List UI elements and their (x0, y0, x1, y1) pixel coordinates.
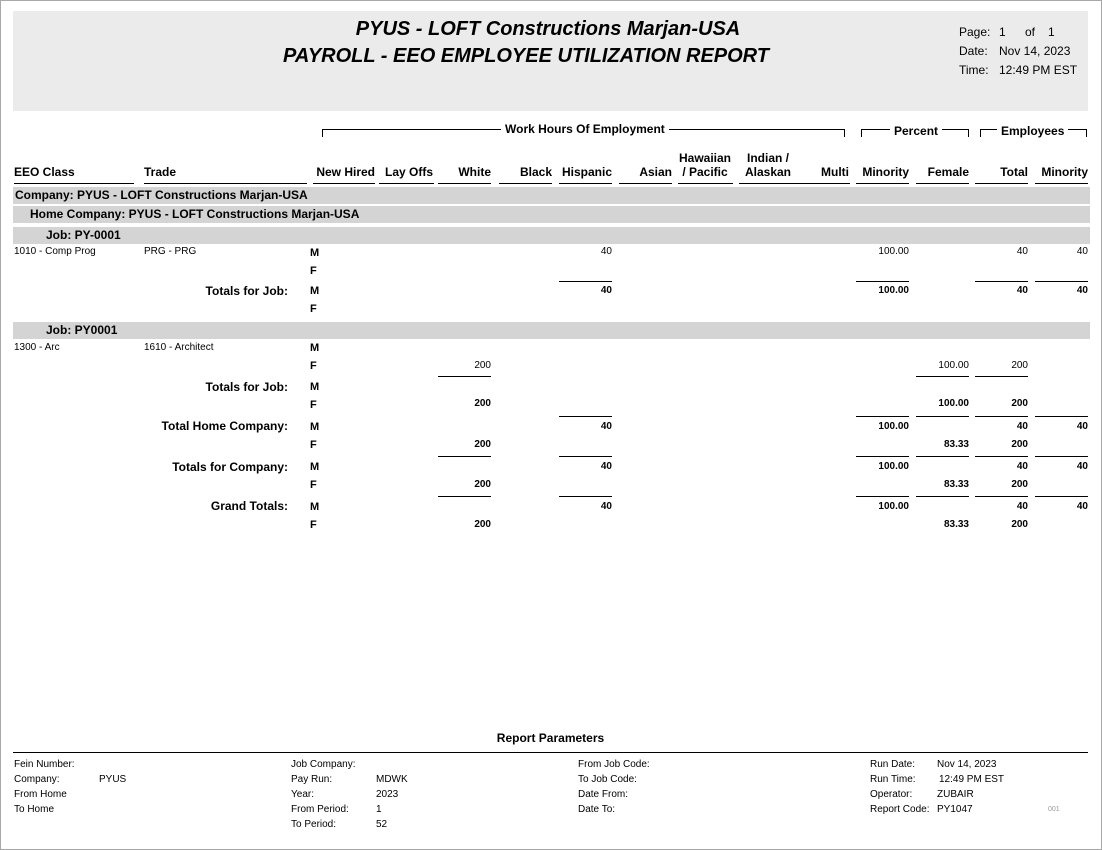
param-pay-run-value: MDWK (376, 774, 408, 785)
param-operator-value: ZUBAIR (937, 789, 974, 800)
grand-total-m-emp-minority: 40 (1076, 501, 1088, 512)
sex-m: M (310, 461, 320, 473)
col-emp-total: Total (1000, 165, 1028, 179)
sex-m: M (310, 421, 320, 433)
percent-group-label: Percent (890, 124, 942, 138)
company-total-label: Totals for Company: (172, 460, 288, 474)
param-date-from-label: Date From: (578, 789, 629, 800)
job1-total-m-emp-total: 40 (1016, 285, 1028, 296)
grand-total-m-pct-minority: 100.00 (878, 501, 909, 512)
job-band-py0001: Job: PY0001 (13, 322, 1090, 339)
job1-m-pct-minority: 100.00 (878, 246, 909, 257)
page-number: 1 (999, 25, 1006, 39)
job2-totals-label: Totals for Job: (205, 380, 288, 394)
param-year-value: 2023 (376, 789, 399, 800)
col-pct-minority: Minority (862, 165, 909, 179)
sex-f: F (310, 479, 317, 491)
home-company-band: Home Company: PYUS - LOFT Constructions Marjan-USA (13, 206, 1090, 223)
sex-m: M (310, 501, 320, 513)
grand-total-f-emp-total: 200 (1011, 519, 1028, 530)
job1-m-emp-total: 40 (1016, 246, 1028, 257)
report-parameters-heading: Report Parameters (496, 731, 605, 745)
company-band: Company: PYUS - LOFT Constructions Marjan-USA (13, 187, 1090, 204)
home-total-label: Total Home Company: (161, 419, 288, 433)
col-eeo-class: EEO Class (14, 165, 75, 179)
param-from-period-label: From Period: (291, 804, 349, 815)
date-label: Date: (959, 44, 988, 58)
col-new-hired: New Hired (316, 165, 375, 179)
param-report-code-label: Report Code: (870, 804, 930, 815)
col-emp-minority: Minority (1041, 165, 1088, 179)
param-date-to-label: Date To: (578, 804, 616, 815)
job2-trade: 1610 - Architect (144, 342, 214, 353)
col-indian-line1: Indian / (747, 151, 789, 165)
company-total-m-pct-minority: 100.00 (878, 461, 909, 472)
job1-total-m-pct-minority: 100.00 (878, 285, 909, 296)
param-run-date-label: Run Date: (870, 759, 916, 770)
col-hawaiian-line1: Hawaiian (678, 151, 732, 165)
home-total-m-pct-minority: 100.00 (878, 421, 909, 432)
sex-f: F (310, 399, 317, 411)
company-total-m-emp-minority: 40 (1076, 461, 1088, 472)
col-pct-female: Female (927, 165, 969, 179)
param-company-label: Company: (14, 774, 60, 785)
home-total-f-pct-female: 83.33 (943, 439, 969, 450)
param-from-period-value: 1 (376, 804, 382, 815)
company-total-f-pct-female: 83.33 (943, 479, 969, 490)
company-total-m-hispanic: 40 (600, 461, 612, 472)
job-band-py-0001: Job: PY-0001 (13, 227, 1090, 244)
home-total-m-emp-minority: 40 (1076, 421, 1088, 432)
report-title-name: PAYROLL - EEO EMPLOYEE UTILIZATION REPORT (283, 45, 769, 67)
sex-f: F (310, 439, 317, 451)
company-total-f-emp-total: 200 (1011, 479, 1028, 490)
report-title-company: PYUS - LOFT Constructions Marjan-USA (355, 18, 741, 40)
grand-total-label: Grand Totals: (210, 499, 288, 513)
col-asian: Asian (639, 165, 672, 179)
job2-total-f-emp-total: 200 (1011, 398, 1028, 409)
param-to-home-label: To Home (14, 804, 55, 815)
employees-group-label: Employees (997, 124, 1068, 138)
job2-eeo-class: 1300 - Arc (14, 342, 60, 353)
col-indian-line2: Alaskan (744, 165, 792, 179)
time-label: Time: (959, 63, 989, 77)
col-black: Black (519, 165, 552, 179)
job2-f-emp-total: 200 (1011, 360, 1028, 371)
grand-total-m-emp-total: 40 (1016, 501, 1028, 512)
time-value: 12:49 PM EST (999, 63, 1078, 77)
company-total-m-emp-total: 40 (1016, 461, 1028, 472)
col-hispanic: Hispanic (561, 165, 612, 179)
col-trade: Trade (144, 165, 177, 179)
param-job-company-label: Job Company: (291, 759, 356, 770)
sex-m: M (310, 285, 320, 297)
param-from-job-code-label: From Job Code: (578, 759, 650, 770)
param-to-job-code-label: To Job Code: (578, 774, 637, 785)
param-to-period-value: 52 (376, 819, 388, 830)
col-lay-offs: Lay Offs (384, 165, 433, 179)
sex-f: F (310, 519, 317, 531)
col-multi: Multi (821, 165, 849, 179)
param-pay-run-label: Pay Run: (291, 774, 333, 785)
page-code: 001 (1048, 806, 1060, 813)
page-total: 1 (1048, 25, 1055, 39)
company-total-f-white: 200 (474, 479, 491, 490)
report-header (13, 11, 1088, 111)
job1-trade: PRG - PRG (144, 246, 197, 257)
col-hawaiian-line2: / Pacific (682, 165, 728, 179)
job1-total-m-emp-minority: 40 (1076, 285, 1088, 296)
job1-m-hispanic: 40 (600, 246, 612, 257)
grand-total-f-pct-female: 83.33 (943, 519, 969, 530)
job2-f-white: 200 (474, 360, 491, 371)
param-fein-label: Fein Number: (14, 759, 75, 770)
home-total-m-emp-total: 40 (1016, 421, 1028, 432)
param-run-date-value: Nov 14, 2023 (937, 759, 997, 770)
param-company-value: PYUS (99, 774, 127, 785)
parameters-divider (13, 752, 1088, 753)
param-report-code-value: PY1047 (937, 804, 973, 815)
date-value: Nov 14, 2023 (999, 44, 1071, 58)
job1-total-m-hispanic: 40 (600, 285, 612, 296)
param-from-home-label: From Home (14, 789, 67, 800)
sex-m: M (310, 342, 320, 354)
sex-m: M (310, 381, 320, 393)
param-operator-label: Operator: (870, 789, 913, 800)
sex-f: F (310, 265, 317, 277)
page-label: Page: (959, 25, 991, 39)
work-hours-group-label: Work Hours Of Employment (501, 122, 669, 136)
param-to-period-label: To Period: (291, 819, 337, 830)
sex-f: F (310, 303, 317, 315)
job2-f-pct-female: 100.00 (938, 360, 969, 371)
col-white: White (458, 165, 491, 179)
grand-total-f-white: 200 (474, 519, 491, 530)
job1-m-emp-minority: 40 (1076, 246, 1088, 257)
job1-eeo-class: 1010 - Comp Prog (14, 246, 96, 257)
sex-f: F (310, 360, 317, 372)
home-total-f-white: 200 (474, 439, 491, 450)
sex-m: M (310, 247, 320, 259)
job1-totals-label: Totals for Job: (205, 284, 288, 298)
param-run-time-label: Run Time: (870, 774, 916, 785)
home-total-m-hispanic: 40 (600, 421, 612, 432)
param-year-label: Year: (291, 789, 314, 800)
home-total-f-emp-total: 200 (1011, 439, 1028, 450)
grand-total-m-hispanic: 40 (600, 501, 612, 512)
page-of-label: of (1025, 25, 1036, 39)
job2-total-f-white: 200 (474, 398, 491, 409)
job2-total-f-pct-female: 100.00 (938, 398, 969, 409)
param-run-time-value: 12:49 PM EST (939, 774, 1005, 785)
